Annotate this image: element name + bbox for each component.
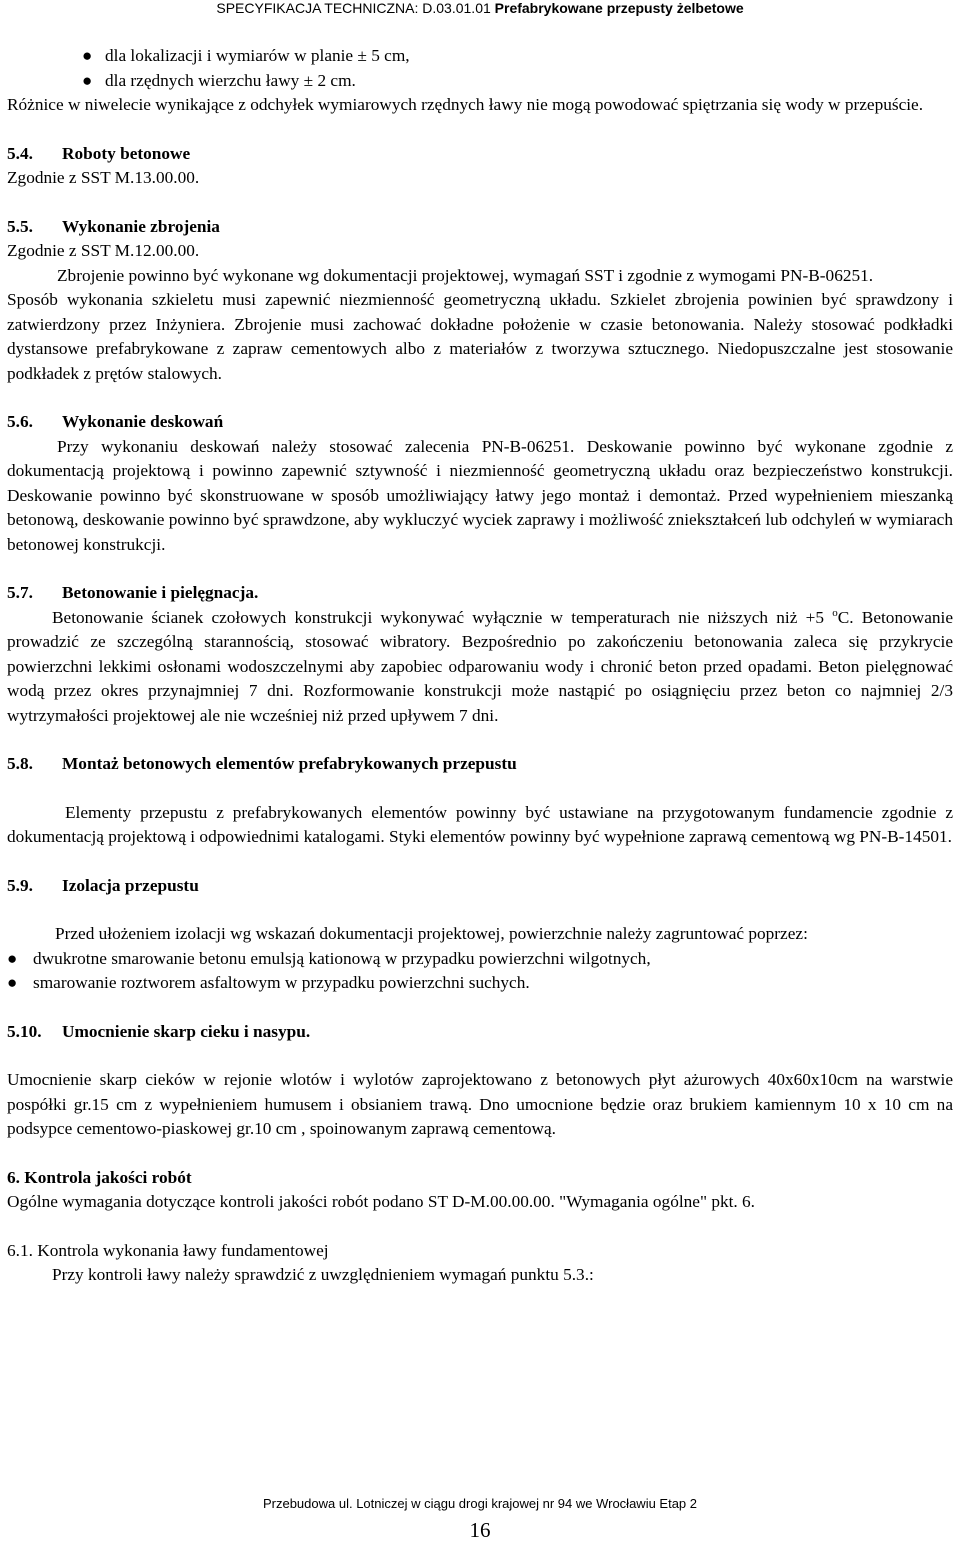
bullet-icon: ●	[7, 973, 18, 992]
paragraph: Przy wykonaniu deskowań należy stosować zalecenia PN-B-06251. Deskowanie powinno być wykonane zgodnie z dokumentacją projektową i powinno zapewnić sztywność i niezmienność geometryczną układu oraz bezpieczeństwo konstrukcji. Deskowanie powinno być skonstruowane w sposób umożliwiający łatwy jego montaż i demontaż. Przed wypełnieniem mieszanką betonową, deskowanie powinno być sprawdzone, aby wykluczyć wyciek zaprawy i możliwość zniekształceń lub odchyleń w wymiarach betonowej konstrukcji.	[7, 436, 953, 554]
list-item: ● dla lokalizacji i wymiarów w planie ± 5 cm,	[7, 44, 953, 69]
intro-bullet-list	[7, 44, 953, 93]
paragraph: Betonowanie ścianek czołowych konstrukcji wykonywać wyłącznie w temperaturach nie niższych niż +5 $^o$C. Betonowanie prowadzić ze szczególną starannością, stosować wibratory. Bezpośrednio po zakończeniu betonowania zaleca się przykrycie powierzchni lekkimi osłonami wodoszczelnymi aby zapobiec odparowaniu wody i chronić beton przed opadami. Beton pielęgnować wodą przez okres przynajmniej 7 dni. Rozformowanie konstrukcji może nastąpić po osiągnięciu przez beton co najmniej 2/3 wytrzymałości projektowej ale nie wcześniej niż przed upływem 7 dni.	[7, 606, 953, 725]
document-body	[7, 44, 953, 1288]
page-number: 16	[469, 1518, 491, 1542]
section-heading-6-1: 6.1. Kontrola wykonania ławy fundamentowej	[7, 1240, 329, 1260]
header-title: Prefabrykowane przepusty żelbetowe	[494, 0, 744, 16]
list-item: ● dwukrotne smarowanie betonu emulsją kationową w przypadku powierzchni wilgotnych,	[7, 947, 953, 972]
section-heading-5-10: 5.10. Umocnienie skarp cieku i nasypu.	[7, 1021, 311, 1041]
bullet-icon: ●	[82, 70, 93, 90]
paragraph: Zbrojenie powinno być wykonane wg dokumentacji projektowej, wymagań SST i zgodnie z wymogami PN-B-06251.	[57, 265, 874, 285]
intro-paragraph: Różnice w niwelecie wynikające z odchyłek wymiarowych rzędnych ławy nie mogą powodować spiętrzania się wody w przepuście.	[7, 95, 924, 114]
paragraph: Przed ułożeniem izolacji wg wskazań dokumentacji projektowej, powierzchnie należy zagruntować poprzez:	[55, 924, 808, 943]
section-heading-5-8: 5.8. Montaż betonowych elementów prefabrykowanych przepustu	[7, 754, 517, 773]
section-heading-5-5: 5.5. Wykonanie zbrojenia	[7, 216, 220, 236]
section-heading-5-9: 5.9. Izolacja przepustu	[7, 875, 199, 895]
section-heading-5-6: 5.6. Wykonanie deskowań	[7, 412, 224, 431]
page-header	[0, 0, 960, 18]
bullet-list	[7, 947, 953, 996]
section-ref: Zgodnie z SST M.12.00.00.	[7, 241, 200, 260]
header-prefix: SPECYFIKACJA TECHNICZNA: D.03.01.01	[216, 0, 495, 16]
list-item: ● smarowanie roztworem asfaltowym w przypadku powierzchni suchych.	[7, 971, 953, 996]
bullet-icon: ●	[82, 46, 93, 65]
page-footer: Przebudowa ul. Lotniczej w ciągu drogi krajowej nr 94 we Wrocławiu Etap 2	[262, 1496, 698, 1511]
section-heading-5-7: 5.7. Betonowanie i pielęgnacja.	[7, 583, 259, 602]
paragraph: Umocnienie skarp cieków w rejonie wlotów i wylotów zaprojektowano z betonowych płyt ażurowych 40x60x10cm na warstwie pospółki gr.15 cm z wypełnieniem humusem i obsianiem trawą. Dno umocnione będzie oraz brukiem kamiennym 10 x 10 cm na podsypce cementowo-piaskowej gr.10 cm , spoinowanym zaprawą cementową.	[7, 1070, 953, 1138]
paragraph: Sposób wykonania szkieletu musi zapewnić niezmienność geometryczną układu. Szkielet zbrojenia powinien być sprawdzony i zatwierdzony przez Inżyniera. Zbrojenie musi zachować dokładne położenie w czasie betonowania. Należy stosować podkładki dystansowe prefabrykowane z zapraw cementowych albo z materiałów z tworzywa sztucznego. Niedopuszczalne jest stosowanie podkładek z prętów stalowych.	[7, 290, 953, 383]
bullet-icon: ●	[7, 948, 18, 968]
list-item: ● dla rzędnych wierzchu ławy ± 2 cm.	[7, 69, 953, 94]
section-ref: Zgodnie z SST M.13.00.00.	[7, 168, 200, 187]
paragraph: Elementy przepustu z prefabrykowanych elementów powinny być ustawiane na przygotowanym fundamencie zgodnie z dokumentacją projektową i odpowiednimi katalogami. Styki elementów powinny być wypełnione zaprawą cementową wg PN-B-14501.	[7, 802, 953, 846]
section-heading-6: 6. Kontrola jakości robót	[7, 1167, 192, 1187]
paragraph: Ogólne wymagania dotyczące kontroli jakości robót podano ST D-M.00.00.00. "Wymagania ogólne" pkt. 6.	[7, 1192, 756, 1211]
section-heading-5-4: 5.4. Roboty betonowe	[7, 143, 191, 163]
paragraph: Przy kontroli ławy należy sprawdzić z uwzględnieniem wymagań punktu 5.3.:	[52, 1265, 594, 1284]
